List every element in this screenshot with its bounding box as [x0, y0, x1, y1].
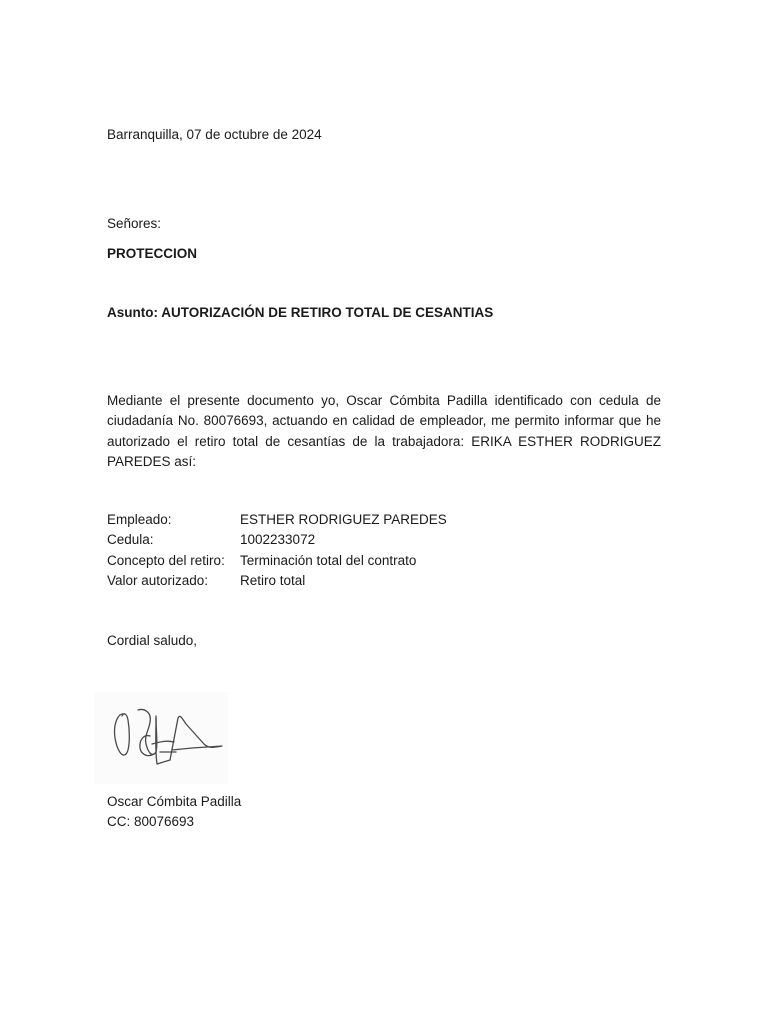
detail-row-employee: [107, 510, 661, 530]
detail-label: Valor autorizado:: [107, 572, 209, 588]
detail-value: Retiro total: [240, 572, 306, 588]
salutation: Señores:: [107, 216, 162, 231]
detail-value: ESTHER RODRIGUEZ PAREDES: [240, 512, 447, 527]
detail-row-amount: [107, 571, 661, 591]
signer-name: Oscar Cómbita Padilla: [107, 794, 242, 809]
closing: Cordial saludo,: [107, 633, 198, 648]
detail-label: Cedula:: [107, 532, 154, 548]
place-date: Barranquilla, 07 de octubre de 2024: [107, 127, 322, 142]
letter-body: Mediante el presente documento yo, Oscar Cómbita Padilla identificado con cedula de ciudadanía No. 80076693, actuando en calidad de empleador, me permito informar que he autorizado el retiro total de cesantías de la trabajadora: ERIKA ESTHER RODRIGUEZ PAREDES así:: [107, 393, 661, 469]
recipient: PROTECCION: [107, 246, 198, 261]
detail-label: Empleado:: [107, 512, 172, 527]
detail-value: 1002233072: [240, 532, 316, 548]
detail-label: Concepto del retiro:: [107, 552, 225, 568]
subject: Asunto: AUTORIZACIÓN DE RETIRO TOTAL DE CESANTIAS: [107, 305, 494, 320]
signer-id: CC: 80076693: [107, 814, 195, 829]
detail-row-concept: [107, 551, 661, 571]
details-table: [107, 510, 661, 591]
detail-row-id: [107, 530, 661, 550]
signature-icon: [94, 692, 228, 784]
detail-value: Terminación total del contrato: [240, 552, 417, 568]
